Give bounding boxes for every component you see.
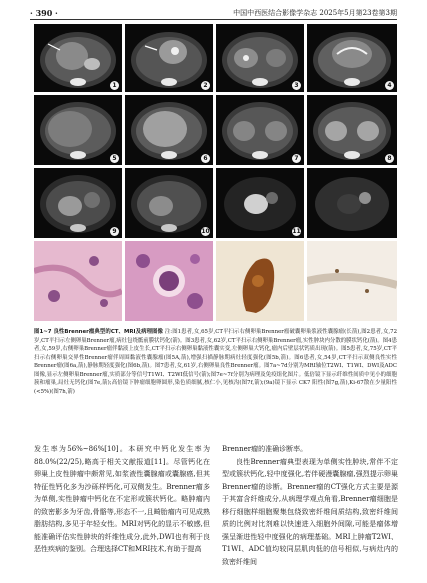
panel-label: 4 bbox=[385, 81, 394, 90]
figure-panel-2 bbox=[125, 24, 213, 92]
figure-caption bbox=[34, 328, 397, 396]
figure-panel-3 bbox=[216, 24, 304, 92]
ct-scan-image bbox=[216, 95, 304, 165]
ct-scan-image bbox=[125, 95, 213, 165]
figure-panel-11 bbox=[216, 168, 304, 238]
mri-image bbox=[216, 168, 304, 238]
panel-label: 6 bbox=[201, 154, 210, 163]
panel-label: 11 bbox=[292, 228, 301, 235]
paragraph: Brenner瘤的准确诊断率。 bbox=[222, 445, 308, 453]
figure-panel-4 bbox=[307, 24, 397, 92]
body-column-left bbox=[34, 443, 210, 556]
ct-scan-image bbox=[34, 95, 122, 165]
panel-label: 5 bbox=[110, 154, 119, 163]
figure-panel-12 bbox=[307, 168, 397, 238]
panel-label: 2 bbox=[201, 81, 210, 90]
figure-grid bbox=[34, 24, 397, 324]
histology-panel-ki67 bbox=[307, 241, 397, 321]
histology-image bbox=[125, 241, 213, 321]
panel-label: 8 bbox=[385, 154, 394, 163]
figure-panel-6 bbox=[125, 95, 213, 165]
panel-label: 10 bbox=[201, 228, 210, 235]
body-column-right bbox=[222, 443, 398, 568]
figure-panel-7 bbox=[216, 95, 304, 165]
figure-panel-8 bbox=[307, 95, 397, 165]
caption-title: 图1~7 良性Brenner瘤典型的CT、MRI及病理图像 bbox=[34, 329, 163, 335]
figure-panel-5 bbox=[34, 95, 122, 165]
running-header bbox=[30, 6, 397, 18]
histology-panel-he-low bbox=[34, 241, 122, 321]
histology-panel-ck7 bbox=[216, 241, 304, 321]
mri-image bbox=[125, 168, 213, 238]
mri-image bbox=[34, 168, 122, 238]
ct-scan-image bbox=[307, 24, 397, 92]
ct-scan-image bbox=[216, 24, 304, 92]
figure-panel-10 bbox=[125, 168, 213, 238]
histology-image bbox=[307, 241, 397, 321]
panel-label: 1 bbox=[110, 81, 119, 90]
panel-label: 9 bbox=[110, 227, 119, 236]
journal-title: 中国中西医结合影像学杂志 2025年5月第23卷第3期 bbox=[233, 9, 397, 17]
panel-label: 3 bbox=[292, 81, 301, 90]
paragraph: 良性Brenner瘤典型表现为单侧实性肿块,常伴不定型或簇状钙化,轻中度强化,若伴硬漫囊腺瘤,强烈提示卵巢Brenner瘤的诊断。Brenner瘤的CT强化方式主要是源于其富含纤维成分,从病理学观点角看,Brenner瘤细胞是移行细胞样细胞聚集包绕致密纤维间质结构,致密纤维间质的比例对比剂难以快速进入细胞外间隙,可能是瘤体增强呈渐进性轻中度强化的病理基础。MRI上肿瘤T2WI、T1WI、ADC值均较同层肌肉低的信号相似,与病灶内的致密纤维间 bbox=[222, 457, 398, 566]
figure-panel-1 bbox=[34, 24, 122, 92]
histology-panel-he-high bbox=[125, 241, 213, 321]
histology-image bbox=[216, 241, 304, 321]
ct-scan-image bbox=[125, 24, 213, 92]
figure-panel-9 bbox=[34, 168, 122, 238]
mri-image bbox=[307, 168, 397, 238]
page-number: · 390 · bbox=[30, 8, 58, 18]
ct-scan-image bbox=[34, 24, 122, 92]
panel-label: 7 bbox=[292, 154, 301, 163]
ct-scan-image bbox=[307, 95, 397, 165]
header-rule bbox=[30, 19, 397, 20]
paragraph: 发生率为56%~86%[10]。本研究中钙化发生率为88.0%(22/25),略高于相关文献报道[11]。尽管钙化在卵巢上皮性肿瘤中颇常见,如浆液性囊腺瘤或囊腺癌,但其特征性钙化多为沙砾样钙化,可双侧发生。Brenner瘤多为单侧,实性肿瘤中钙化在不定形或簇状钙化。略肿瘤内的致密影多为牙齿,骨骼等,形态不一,且畸胎瘤内可见成熟脂肪结构,多见于年轻女性。MRI对钙化的显示不敏感,但能准确评估实性肿块的纤维性成分,此外,DWI也有利于良恶性疾病的鉴别。合理选择CT和MRI技术,有助于提高 bbox=[34, 445, 210, 553]
caption-body: 注:图1患者,女,65岁,CT平扫示右侧卵巢Brenner瘤破囊卵巢浆液性囊腺瘤(长箭),图2患者,女,72岁,CT平扫示左侧卵巢Brenner瘤,病灶包绕骶前膜状钙化(箭)。图3患者,女,62岁,CT平扫示右侧卵巢Brenner瘤,实性肿块内分散的膜状钙化(箭)。图4患者,女,59岁,右侧卵巢Brenner瘤伴黏液上皮生长,CT平扫示右侧卵巢黏液性囊实变,左侧卵巢大钙化,瘤内后壁层状钙质出现(箭)。图5患者,女,75岁,CT平扫示右侧卵巢交界性Brenner瘤伴周围黏液性囊腺瘤(图5A,箭),增强扫描静脉期病灶轻度强化(图5b,箭)。图6患者,女,54岁,CT平扫示双侧良性实性Brenner瘤(图6a,箭),静脉期轻度强化(图6b,箭)。图7患者,女,61岁,右侧卵巢良性Brenner瘤。图7a~7d分别为MRI轴位T2WI、T1WI、DWI及ADC图像,显示左侧卵巢Brenner瘤,实质部分等信号T1WI、T2WI低信号(箭);图7e~7f分别为病理及免疫组化图片。低倍镜下显示纤维性间质中见小的细胞簇和瘤巢,局灶无钙化(图7e,箭);高倍镜下肿瘤细胞卵圆形,染色质细腻,核仁小,见核沟(图7f,箭);(9a)镜下显示 CK7 阳性(图7g,箭),Ki-67散在少量阳性(<5%)(图7h,箭) bbox=[34, 329, 397, 395]
histology-image bbox=[34, 241, 122, 321]
